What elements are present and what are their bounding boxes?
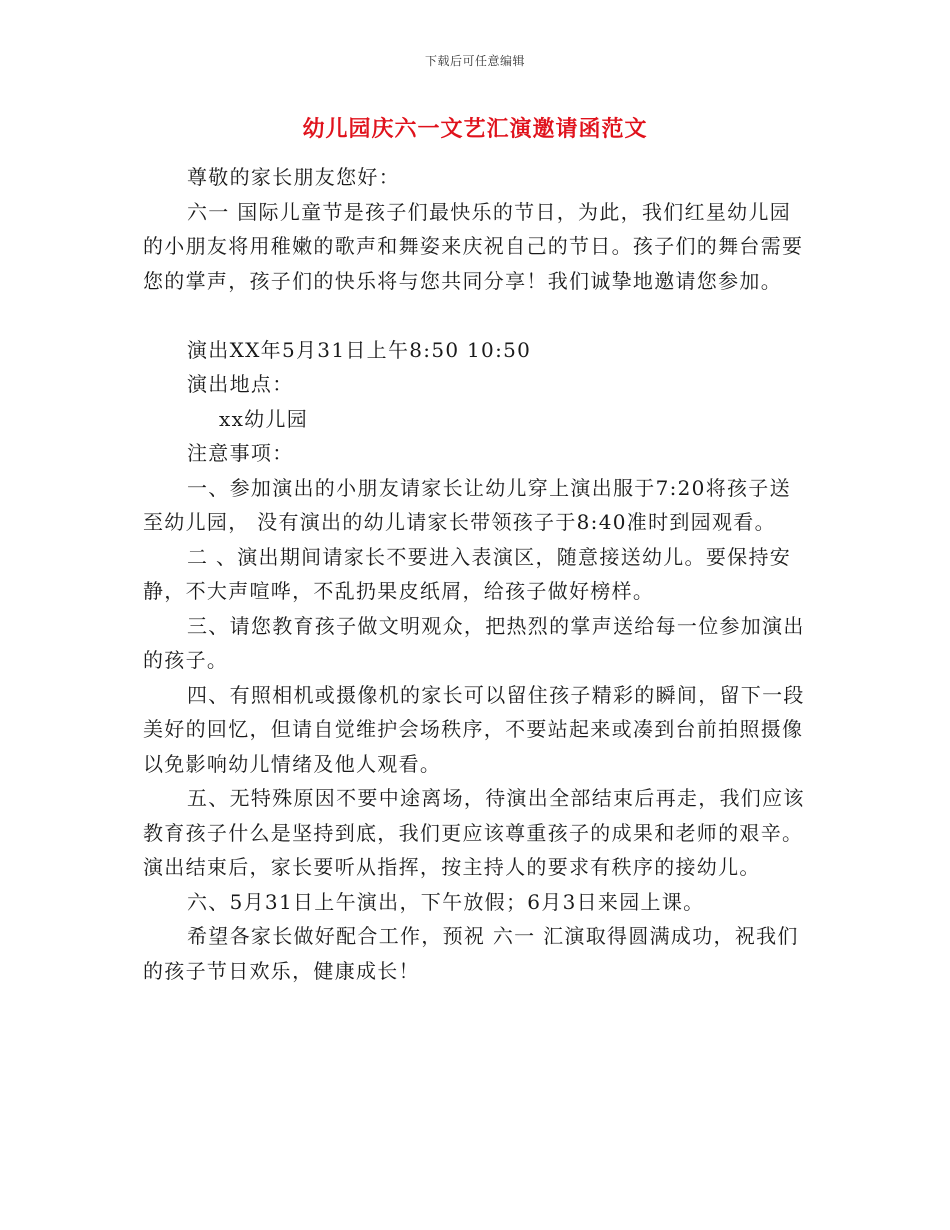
note-item: 五、无特殊原因不要中途离场，待演出全部结束后再走，我们应该教育孩子什么是坚持到底，我们更应该尊重孩子的成果和老师的艰辛。演出结束后，家长要听从指挥，按主持人的要求有秩序的接幼儿。 — [143, 786, 805, 879]
document-title: 幼儿园庆六一文艺汇演邀请函范文 — [302, 116, 648, 142]
note-item: 六、5月31日上午演出，下午放假；6月3日来园上课。 — [187, 889, 705, 914]
note-item: 四、有照相机或摄像机的家长可以留住孩子精彩的瞬间，留下一段美好的回忆，但请自觉维护会场秩序，不要站起来或凑到台前拍照摄像以免影响幼儿情绪及他人观看。 — [143, 682, 805, 776]
intro-paragraph: 六一 国际儿童节是孩子们最快乐的节日，为此，我们红星幼儿园的小朋友将用稚嫩的歌声和舞姿来庆祝自己的节日。孩子们的舞台需要您的掌声，孩子们的快乐将与您共同分享！我们诚挚地邀请您参加。 — [143, 199, 804, 293]
performance-time: 演出XX年5月31日上午8:50 10:50 — [187, 337, 532, 362]
location-value: xx幼儿园 — [219, 406, 309, 431]
blank-line — [143, 298, 808, 333]
header-note: 下载后可任意编辑 — [424, 54, 525, 68]
letter-body — [143, 160, 808, 988]
note-item: 二 、演出期间请家长不要进入表演区，随意接送幼儿。要保持安静，不大声喧哗，不乱扔果皮纸屑，给孩子做好榜样。 — [143, 544, 792, 603]
greeting: 尊敬的家长朋友您好： — [187, 165, 400, 189]
notes-heading: 注意事项： — [187, 441, 294, 465]
note-item: 一、参加演出的小朋友请家长让幼儿穿上演出服于7:20将孩子送至幼儿园， 没有演出的幼儿请家长带领孩子于8:40准时到园观看。 — [143, 475, 791, 534]
note-item: 三、请您教育孩子做文明观众，把热烈的掌声送给每一位参加演出的孩子。 — [143, 613, 805, 672]
closing-paragraph: 希望各家长做好配合工作，预祝 六一 汇演取得圆满成功，祝我们的孩子节日欢乐，健康成长！ — [143, 924, 799, 983]
location-label: 演出地点： — [187, 372, 294, 396]
